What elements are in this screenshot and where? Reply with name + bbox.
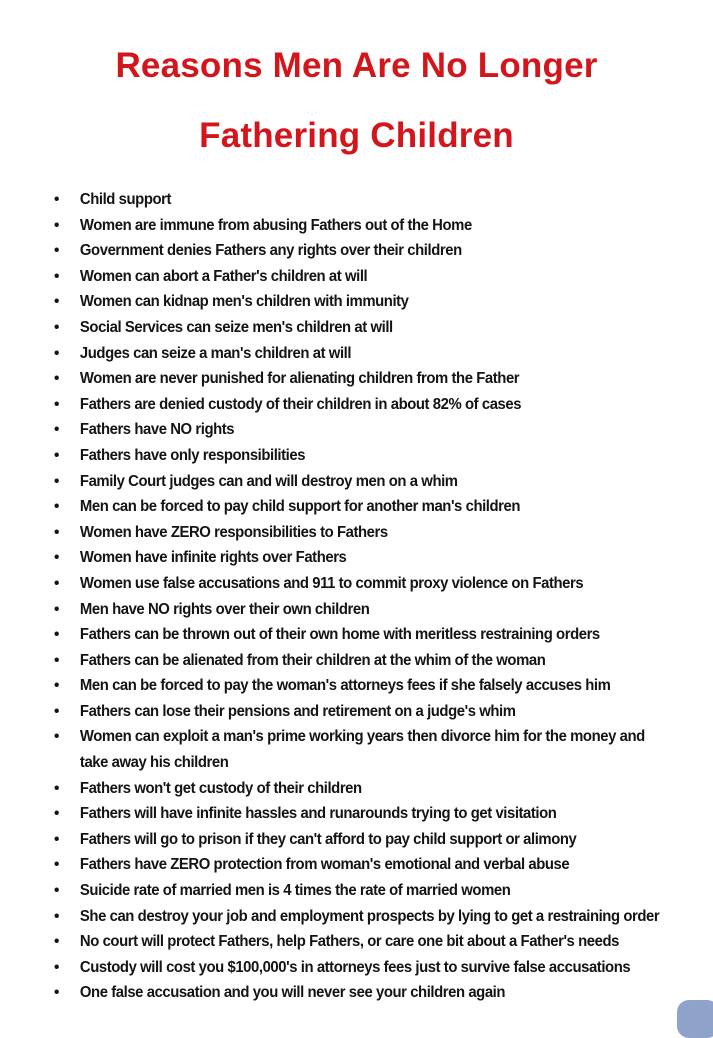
title-line-2: Fathering Children	[199, 116, 514, 156]
reasons-list	[54, 187, 673, 1006]
reason-item: • Child support	[54, 187, 673, 213]
reason-item: • No court will protect Fathers, help Fathers, or care one bit about a Father's needs	[54, 929, 673, 955]
reason-item: • One false accusation and you will never see your children again	[54, 980, 673, 1006]
reason-item: • Fathers are denied custody of their children in about 82% of cases	[54, 392, 673, 418]
reason-item: • Custody will cost you $100,000's in attorneys fees just to survive false accusations	[54, 955, 673, 981]
reason-item: • Suicide rate of married men is 4 times the rate of married women	[54, 878, 673, 904]
reason-item: • Social Services can seize men's children at will	[54, 315, 673, 341]
document-title	[0, 31, 713, 171]
reason-item: • Family Court judges can and will destroy men on a whim	[54, 469, 673, 495]
reason-item: • Women can abort a Father's children at will	[54, 264, 673, 290]
reason-item: • Women are never punished for alienating children from the Father	[54, 366, 673, 392]
reason-item: • Women can exploit a man's prime working years then divorce him for the money and take away his children	[54, 724, 673, 775]
reason-item: • Men have NO rights over their own children	[54, 597, 673, 623]
reason-item: • Women use false accusations and 911 to commit proxy violence on Fathers	[54, 571, 673, 597]
reason-item: • Women can kidnap men's children with immunity	[54, 289, 673, 315]
reason-item: • Fathers can be thrown out of their own home with meritless restraining orders	[54, 622, 673, 648]
reason-item: • Fathers can lose their pensions and retirement on a judge's whim	[54, 699, 673, 725]
corner-badge	[677, 1000, 713, 1038]
reason-item: • Judges can seize a man's children at will	[54, 341, 673, 367]
reason-item: • Fathers will have infinite hassles and runarounds trying to get visitation	[54, 801, 673, 827]
reason-item: • Women have infinite rights over Fathers	[54, 545, 673, 571]
reason-item: • Fathers have ZERO protection from woman's emotional and verbal abuse	[54, 852, 673, 878]
reason-item: • Women have ZERO responsibilities to Fathers	[54, 520, 673, 546]
reason-item: • Fathers won't get custody of their children	[54, 776, 673, 802]
reason-item: • Fathers have only responsibilities	[54, 443, 673, 469]
reason-item: • Men can be forced to pay child support for another man's children	[54, 494, 673, 520]
reason-item: • Government denies Fathers any rights over their children	[54, 238, 673, 264]
reason-item: • Fathers can be alienated from their children at the whim of the woman	[54, 648, 673, 674]
reason-item: • Fathers will go to prison if they can't afford to pay child support or alimony	[54, 827, 673, 853]
reason-item: • Men can be forced to pay the woman's attorneys fees if she falsely accuses him	[54, 673, 673, 699]
reason-item: • Women are immune from abusing Fathers out of the Home	[54, 213, 673, 239]
reason-item: • She can destroy your job and employment prospects by lying to get a restraining order	[54, 904, 673, 930]
title-line-1: Reasons Men Are No Longer	[115, 46, 598, 86]
reason-item: • Fathers have NO rights	[54, 417, 673, 443]
